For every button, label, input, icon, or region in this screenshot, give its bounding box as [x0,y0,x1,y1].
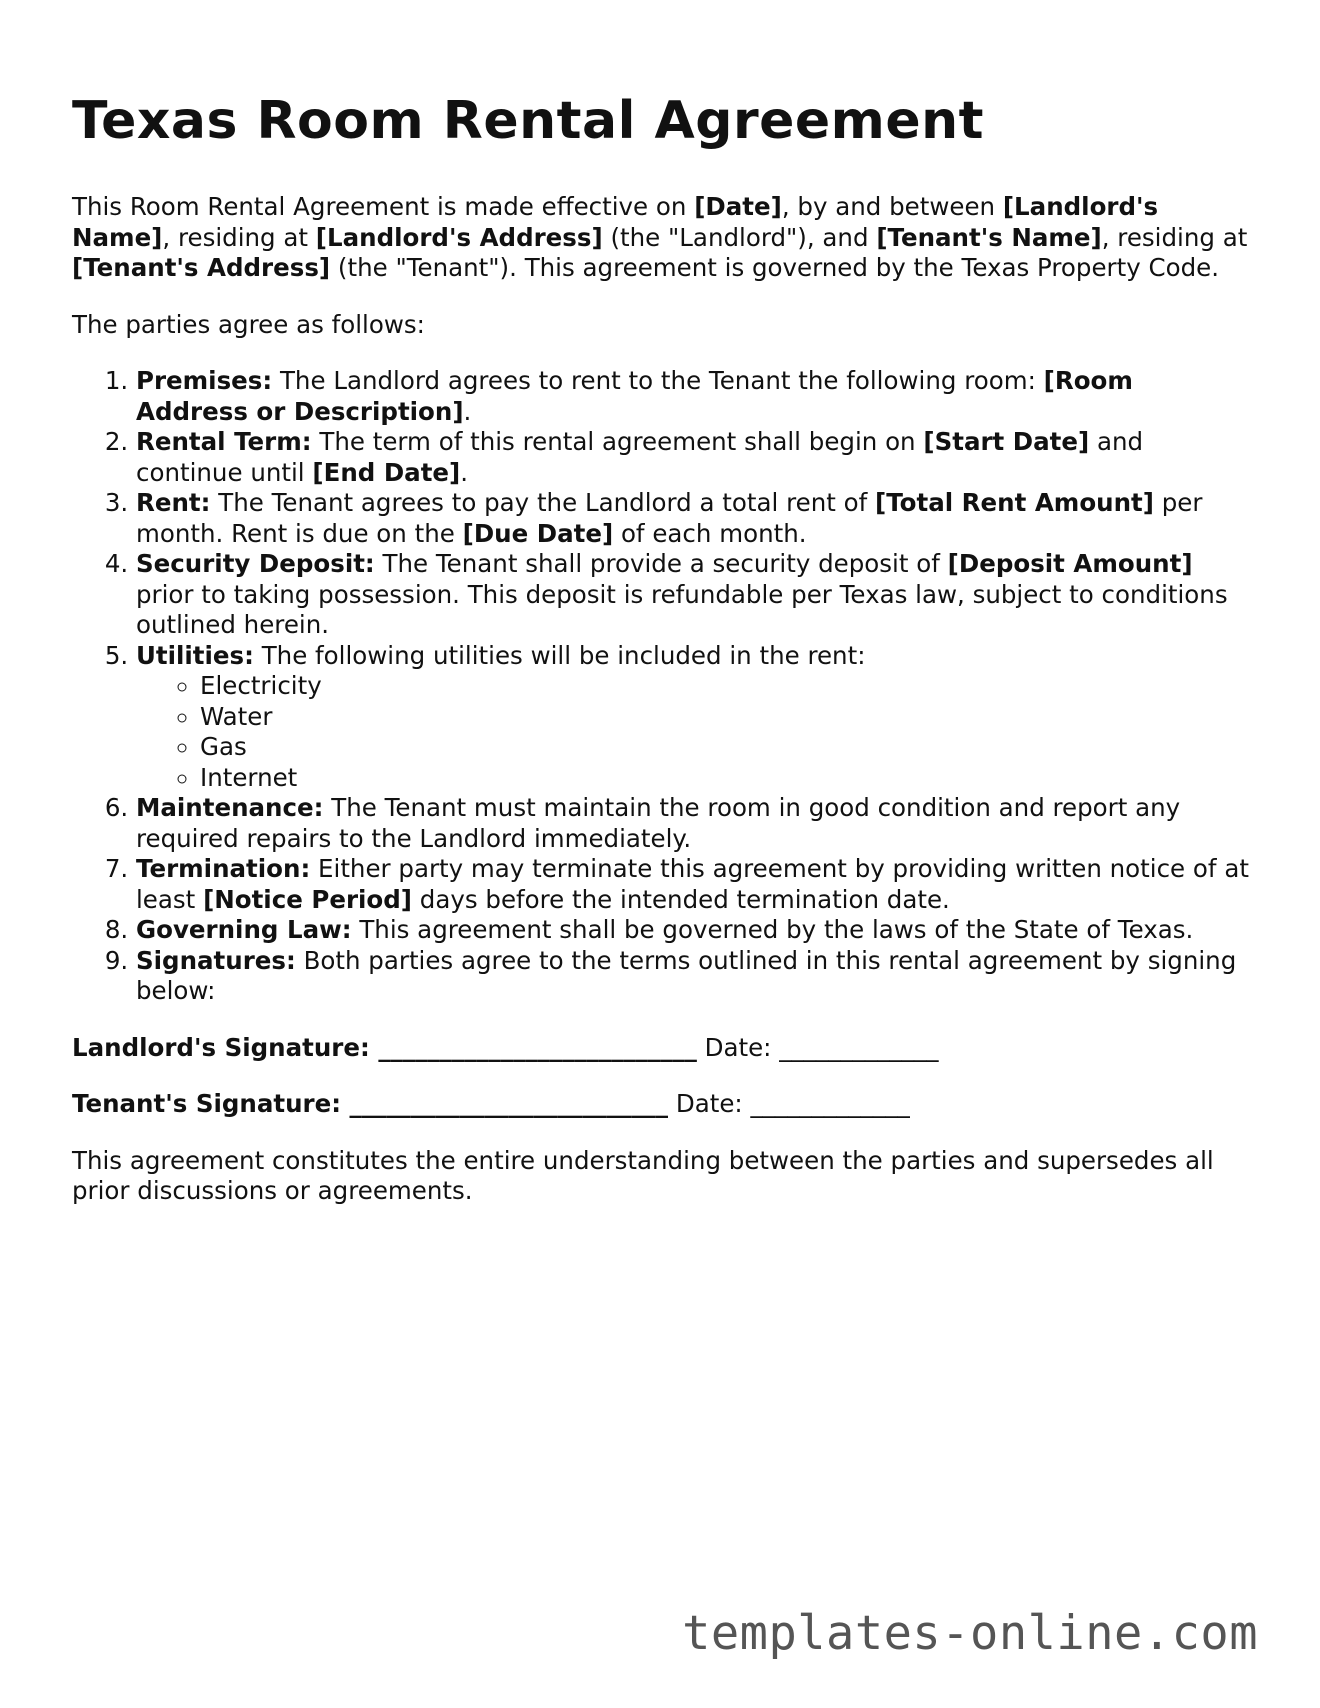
due-date-placeholder: [Due Date] [462,518,614,548]
landlord-name-placeholder: [Landlord's Name] [72,192,1159,252]
term-maintenance: 6. Maintenance: The Tenant must maintain the room in good condition and report any required repairs to the Landlord immediately. [136,793,1252,854]
document-page [72,88,1252,1207]
term-governing-law: 8. Governing Law: This agreement shall be governed by the laws of the State of Texas. [136,915,1252,946]
list-item: ◦ Internet [200,763,1252,794]
intro-paragraph: This Room Rental Agreement is made effective on [Date], by and between [Landlord's Name], residing at [Landlord's Address] (the "Landlord"), and [Tenant's Name], residing at [Tenant's Address] (the "Tenant"). This agreement is governed by the Texas Property Code. [72,192,1248,282]
start-date-placeholder: [Start Date] [923,427,1090,456]
term-heading: Rental Term: [136,427,312,456]
term-utilities: 5. Utilities: The following utilities will be included in the rent: ◦ Electricity ◦ Water ◦ Gas ◦ Internet [136,641,1252,794]
deposit-amount-placeholder: [Deposit Amount] [947,549,1193,578]
tenant-signature-blank[interactable]: __________________________ [341,1089,669,1118]
terms-list [72,366,1252,1007]
tenant-signature-line [72,1089,1252,1120]
tenant-name-placeholder: [Tenant's Name] [876,222,1102,252]
landlord-signature-blank[interactable]: __________________________ [369,1032,697,1062]
landlord-address-placeholder: [Landlord's Address] [315,222,603,252]
list-item: ◦ Water [200,702,1252,733]
tenant-signature-label: Tenant's Signature: [72,1089,342,1118]
end-date-placeholder: [End Date] [312,457,461,487]
date-placeholder: [Date] [694,192,782,221]
tenant-address-placeholder: [Tenant's Address] [72,253,331,282]
term-heading: Governing Law: [136,915,352,944]
landlord-signature-label: Landlord's Signature: [72,1032,370,1062]
term-heading: Utilities: [136,640,254,670]
term-premises: 1. Premises: The Landlord agrees to rent to the Tenant the following room: [Room Address or Description]. [136,366,1252,427]
term-heading: Termination: [136,854,311,883]
rent-amount-placeholder: [Total Rent Amount] [875,488,1154,517]
term-rental-term: 2. Rental Term: The term of this rental agreement shall begin on [Start Date] and continue until [End Date]. [136,427,1252,488]
closing-paragraph: This agreement constitutes the entire understanding between the parties and supersedes all prior discussions or agreements. [72,1145,1214,1205]
term-heading: Rent: [136,488,211,517]
tenant-date-field[interactable]: Date: _____________ [668,1089,910,1118]
term-heading: Maintenance: [136,793,324,822]
utilities-list [136,671,1252,793]
notice-period-placeholder: [Notice Period] [203,884,412,914]
watermark: templates-online.com [682,1606,1258,1661]
term-security-deposit: 4. Security Deposit: The Tenant shall provide a security deposit of [Deposit Amount] prior to taking possession. This deposit is refundable per Texas law, subject to conditions outlined herein. [136,549,1252,641]
term-heading: Premises: [136,366,273,395]
term-termination: 7. Termination: Either party may terminate this agreement by providing written notice of at least [Notice Period] days before the intended termination date. [136,854,1252,915]
landlord-date-field[interactable]: Date: _____________ [696,1032,939,1062]
term-heading: Signatures: [136,945,296,975]
term-signatures: 9. Signatures: Both parties agree to the terms outlined in this rental agreement by signing below: [136,946,1252,1007]
list-item: ◦ Gas [200,732,1252,763]
list-item: ◦ Electricity [200,671,1252,702]
term-rent: 3. Rent: The Tenant agrees to pay the Landlord a total rent of [Total Rent Amount] per month. Rent is due on the [Due Date] of each month. [136,488,1252,549]
term-heading: Security Deposit: [136,549,375,578]
parties-statement: The parties agree as follows: [72,309,425,339]
room-placeholder: [Room Address or Description] [136,366,1133,426]
landlord-signature-line [72,1033,1252,1064]
document-title: Texas Room Rental Agreement [72,91,984,151]
